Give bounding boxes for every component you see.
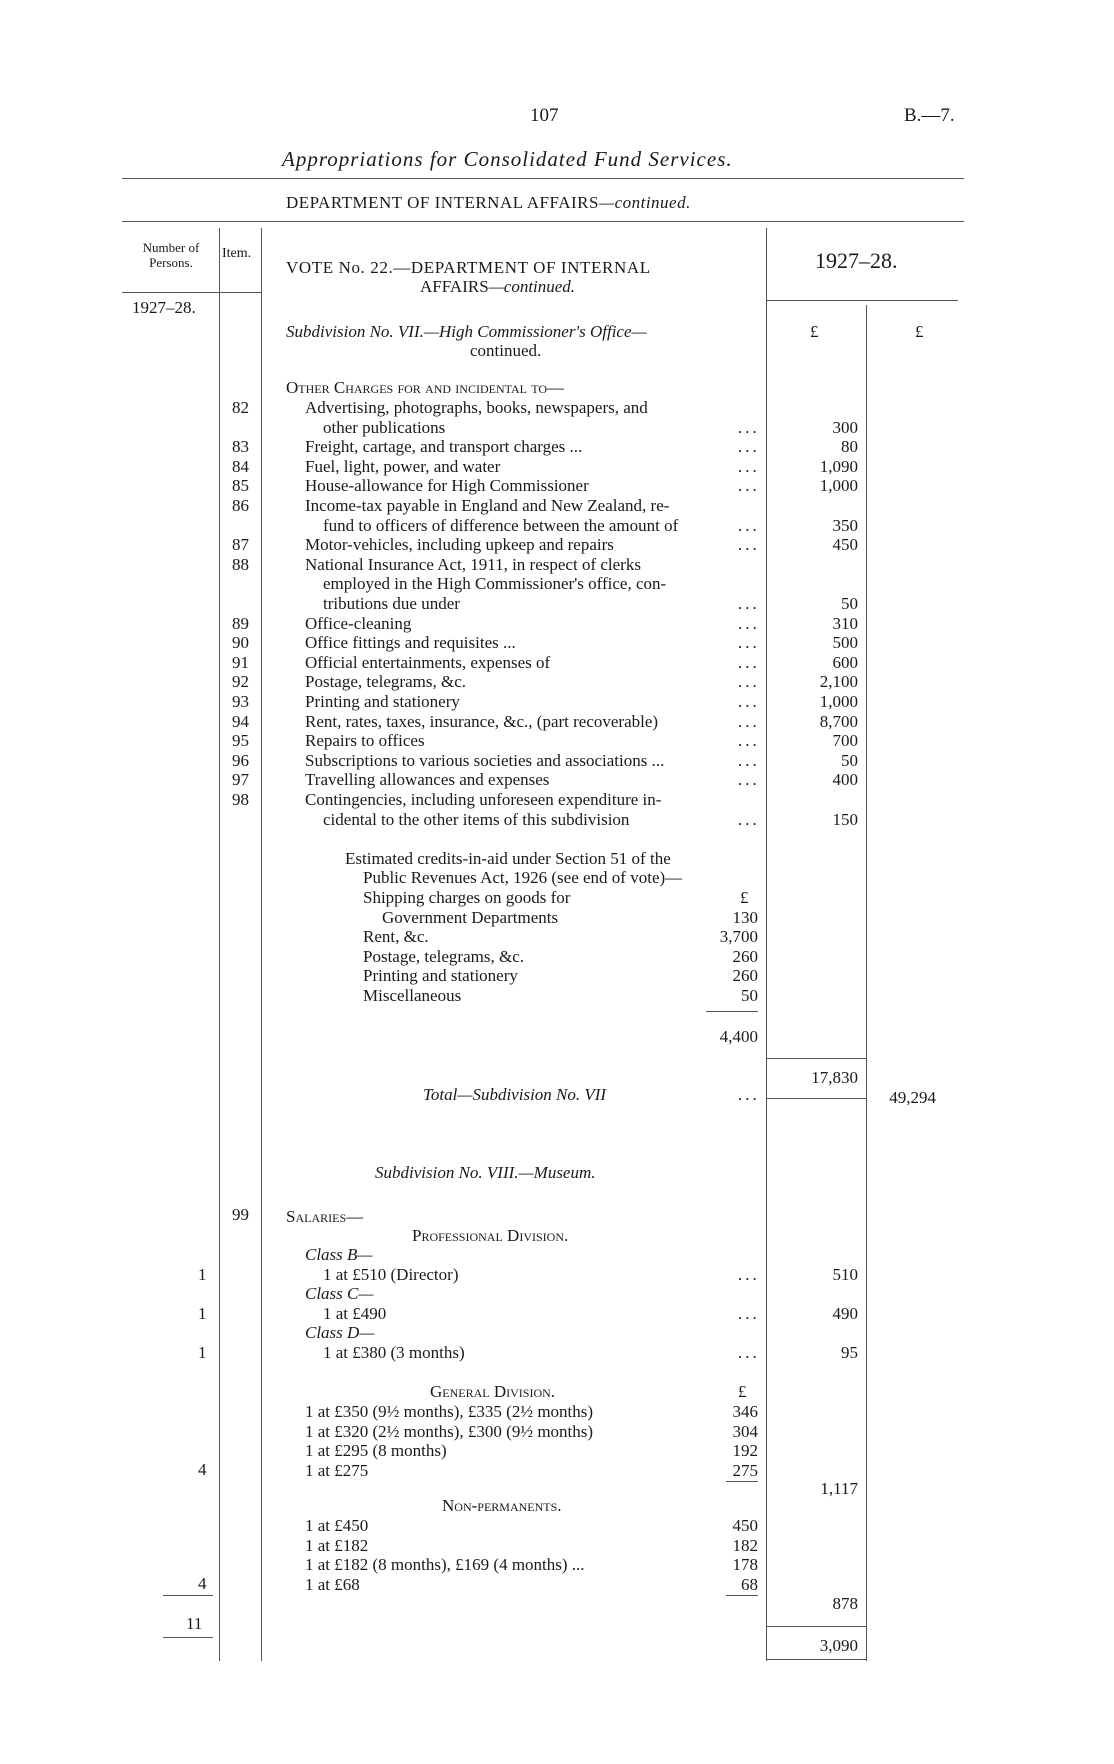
class-label: Class C—: [305, 1284, 374, 1304]
pound-column-label: £: [915, 322, 924, 341]
leader-dots: ...: [738, 515, 760, 535]
credits-total: 4,400: [719, 1027, 758, 1046]
item-amount: 2,100: [819, 672, 858, 692]
leader-dots: ...: [738, 731, 760, 751]
item-amount: 1,090: [819, 456, 858, 476]
persons-total: 11: [186, 1614, 203, 1633]
rule: [726, 1595, 758, 1596]
leader-dots: ...: [738, 437, 760, 457]
item-amount: 1,000: [819, 692, 858, 711]
rule: [766, 300, 958, 301]
item-number: 84: [232, 456, 249, 476]
item-number: 88: [232, 554, 249, 574]
leader-dots: ...: [738, 535, 760, 555]
item-number: 91: [232, 652, 249, 672]
rule: [219, 292, 261, 293]
leader-dots: ...: [738, 594, 760, 613]
item-number: 83: [232, 437, 249, 457]
item-description: Subscriptions to various societies and associations ...: [305, 750, 665, 770]
rule: [122, 292, 219, 293]
rule: [122, 221, 964, 222]
salary-amount: 68: [741, 1574, 758, 1594]
salary-amount: 304: [732, 1421, 758, 1441]
salary-amount: 450: [732, 1516, 758, 1535]
item-description: fund to officers of difference between the amount of: [323, 515, 679, 535]
salary-line: 1 at £275: [305, 1460, 369, 1480]
persons-count: 1: [198, 1264, 207, 1284]
salary-line: 1 at £510 (Director): [323, 1264, 459, 1284]
salary-line: 1 at £295 (8 months): [305, 1441, 447, 1461]
item-amount: 400: [832, 770, 858, 790]
subdivision-heading: Subdivision No. VII.—High Commissioner's Office—: [286, 322, 647, 341]
item-number: 87: [232, 535, 249, 555]
salary-amount: 192: [732, 1441, 758, 1461]
item-number: 89: [232, 613, 249, 633]
item-number: 97: [232, 770, 249, 790]
item-description: National Insurance Act, 1911, in respect of clerks: [305, 554, 641, 574]
rule: [706, 1011, 758, 1012]
credits-pound-label: £: [740, 888, 749, 907]
persons-count: 4: [198, 1574, 207, 1593]
salary-line: 1 at £380 (3 months): [323, 1343, 465, 1362]
vote-heading: VOTE No. 22.—DEPARTMENT OF INTERNAL AFFAIRS—continued.: [286, 258, 651, 296]
item-description: Freight, cartage, and transport charges ...: [305, 437, 583, 457]
item-amount: 450: [832, 535, 858, 555]
item-description: employed in the High Commissioner's office, con-: [323, 574, 667, 594]
rule: [726, 1481, 758, 1482]
item-description: tributions due under: [323, 594, 460, 613]
item-description: other publications: [323, 417, 446, 437]
credit-description: Printing and stationery: [363, 966, 518, 986]
year-column-header: 1927–28.: [815, 248, 898, 273]
item-description: cidental to the other items of this subdivision: [323, 809, 630, 829]
credit-amount: 260: [732, 946, 758, 966]
column-rule: [219, 228, 220, 1661]
leader-dots: ...: [738, 692, 760, 711]
salary-amount: 95: [841, 1343, 858, 1362]
item-amount: 50: [841, 750, 858, 770]
credits-heading: Estimated credits-in-aid under Section 51 of the: [345, 849, 671, 868]
item-description: Income-tax payable in England and New Zealand, re-: [305, 496, 670, 515]
salary-line: 1 at £450: [305, 1516, 369, 1535]
persons-count: 1: [198, 1303, 207, 1323]
rule: [766, 1058, 866, 1059]
item-number: 98: [232, 790, 249, 809]
persons-count: 1: [198, 1343, 207, 1362]
leader-dots: ...: [738, 417, 760, 437]
column-rule: [261, 228, 262, 1661]
item-number: 95: [232, 731, 249, 751]
subdivision-subtotal: 17,830: [811, 1068, 858, 1087]
item-description: Advertising, photographs, books, newspapers, and: [305, 398, 648, 417]
persons-count: 4: [198, 1460, 207, 1479]
credit-amount: 3,700: [719, 927, 758, 947]
rule: [122, 178, 964, 179]
item-amount: 150: [832, 809, 858, 829]
item-description: Travelling allowances and expenses: [305, 770, 550, 790]
rule: [766, 1098, 866, 1099]
column-rule: [866, 305, 867, 1661]
item-description: Fuel, light, power, and water: [305, 456, 501, 476]
column-rule: [766, 228, 767, 1661]
credit-description: Rent, &c.: [363, 927, 429, 947]
leader-dots: ...: [738, 652, 760, 672]
item-amount: 8,700: [819, 711, 858, 731]
subdivision-heading-continued: continued.: [470, 341, 542, 360]
rule: [766, 1626, 866, 1627]
credit-description: Postage, telegrams, &c.: [363, 946, 524, 966]
persons-year-label: 1927–28.: [132, 298, 196, 317]
item-amount: 350: [832, 515, 858, 535]
item-description: Office-cleaning: [305, 613, 412, 633]
item-amount: 310: [832, 613, 858, 633]
salary-amount: 490: [832, 1303, 858, 1323]
division-heading: Non-permanents.: [442, 1496, 562, 1515]
item-description: Postage, telegrams, &c.: [305, 672, 466, 692]
class-label: Class D—: [305, 1323, 375, 1343]
item-description: Motor-vehicles, including upkeep and repairs: [305, 535, 614, 555]
salary-line: 1 at £182 (8 months), £169 (4 months) ...: [305, 1555, 585, 1575]
item-number: 99: [232, 1205, 249, 1224]
leader-dots: ...: [738, 1303, 760, 1323]
item-column-header: Item.: [222, 246, 252, 261]
class-label: Class B—: [305, 1245, 373, 1264]
leader-dots: ...: [738, 1343, 760, 1362]
division-total: 878: [832, 1594, 858, 1613]
salary-amount: 178: [732, 1555, 758, 1575]
division-heading: Professional Division.: [412, 1226, 569, 1245]
leader-dots: ...: [738, 1085, 760, 1104]
leader-dots: ...: [738, 750, 760, 770]
item-description: Printing and stationery: [305, 692, 460, 711]
item-description: Office fittings and requisites ...: [305, 633, 516, 653]
item-number: 93: [232, 692, 249, 711]
grand-total: 3,090: [819, 1636, 858, 1655]
leader-dots: ...: [738, 809, 760, 829]
subdivision-total-label: Total—Subdivision No. VII: [423, 1085, 607, 1104]
item-number: 85: [232, 476, 249, 496]
subdivision-total: 49,294: [889, 1088, 936, 1107]
credits-heading: Public Revenues Act, 1926 (see end of vote)—: [363, 868, 683, 887]
leader-dots: ...: [738, 476, 760, 496]
leader-dots: ...: [738, 711, 760, 731]
credit-description: Miscellaneous: [363, 986, 462, 1005]
division-heading: General Division.: [430, 1382, 556, 1401]
item-amount: 600: [832, 652, 858, 672]
item-amount: 50: [841, 594, 858, 613]
salary-amount: 510: [832, 1264, 858, 1284]
document-reference: B.—7.: [904, 105, 955, 126]
item-amount: 1,000: [819, 476, 858, 496]
item-description: Official entertainments, expenses of: [305, 652, 551, 672]
division-total: 1,117: [820, 1479, 858, 1498]
pound-column-label: £: [810, 322, 819, 341]
credit-amount: 260: [732, 966, 758, 986]
item-number: 96: [232, 750, 249, 770]
credit-amount: 50: [741, 986, 758, 1005]
item-amount: 300: [832, 417, 858, 437]
leader-dots: ...: [738, 672, 760, 692]
leader-dots: ...: [738, 1264, 760, 1284]
leader-dots: ...: [738, 770, 760, 790]
credit-amount: 130: [732, 907, 758, 927]
item-description: House-allowance for High Commissioner: [305, 476, 589, 496]
item-number: 86: [232, 496, 249, 515]
subdivision-heading: Subdivision No. VIII.—Museum.: [375, 1163, 596, 1182]
salary-line: 1 at £490: [323, 1303, 387, 1323]
persons-column-header: Number of Persons.: [142, 240, 200, 270]
rule: [766, 1659, 866, 1660]
salary-line: 1 at £68: [305, 1574, 360, 1594]
item-number: 82: [232, 398, 249, 417]
salary-line: 1 at £320 (2½ months), £300 (9½ months): [305, 1421, 594, 1441]
salaries-heading: Salaries—: [286, 1207, 364, 1226]
salary-amount: 275: [732, 1460, 758, 1480]
general-pound-label: £: [738, 1382, 747, 1401]
credit-description: Shipping charges on goods for: [363, 888, 571, 907]
department-heading: DEPARTMENT OF INTERNAL AFFAIRS—continued.: [286, 193, 691, 212]
item-number: 94: [232, 711, 249, 731]
leader-dots: ...: [738, 456, 760, 476]
leader-dots: ...: [738, 633, 760, 653]
leader-dots: ...: [738, 613, 760, 633]
other-charges-heading: Other Charges for and incidental to—: [286, 378, 565, 397]
salary-amount: 182: [732, 1535, 758, 1555]
item-description: Rent, rates, taxes, insurance, &c., (part recoverable): [305, 711, 659, 731]
item-description: Contingencies, including unforeseen expenditure in-: [305, 790, 662, 809]
page-title: Appropriations for Consolidated Fund Services.: [282, 147, 733, 171]
item-amount: 700: [832, 731, 858, 751]
salary-line: 1 at £350 (9½ months), £335 (2½ months): [305, 1402, 594, 1421]
item-number: 90: [232, 633, 249, 653]
item-number: 92: [232, 672, 249, 692]
page-number: 107: [530, 105, 559, 126]
credit-description: Government Departments: [382, 907, 559, 927]
item-description: Repairs to offices: [305, 731, 425, 751]
item-amount: 80: [841, 437, 858, 457]
item-amount: 500: [832, 633, 858, 653]
rule: [163, 1595, 213, 1596]
salary-amount: 346: [732, 1402, 758, 1421]
rule: [163, 1637, 213, 1638]
salary-line: 1 at £182: [305, 1535, 369, 1555]
